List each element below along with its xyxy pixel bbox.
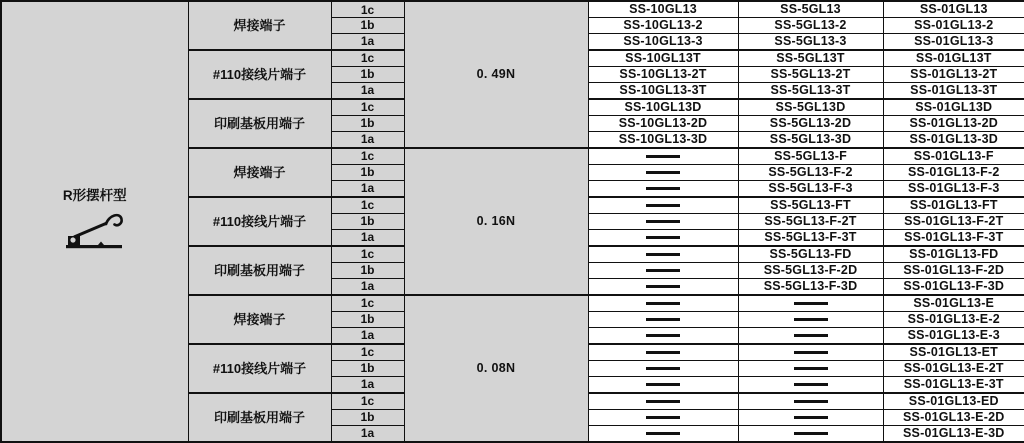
dash-icon (646, 220, 680, 223)
model-cell: SS-01GL13-2 (883, 18, 1024, 34)
pole-cell: 1a (331, 131, 404, 148)
dash-icon (646, 236, 680, 239)
model-cell: SS-01GL13-E-3D (883, 425, 1024, 442)
pole-cell: 1b (331, 311, 404, 327)
operating-force-cell: 0. 08N (404, 295, 588, 442)
terminal-type-cell: 焊接端子 (188, 148, 331, 197)
terminal-type-cell: 焊接端子 (188, 295, 331, 344)
model-cell: SS-5GL13-F-3 (738, 180, 883, 197)
model-cell-empty (738, 409, 883, 425)
model-cell-empty (588, 311, 738, 327)
table-row (1, 1, 1024, 18)
pole-cell: 1c (331, 1, 404, 18)
model-cell: SS-01GL13-ET (883, 344, 1024, 361)
model-cell: SS-01GL13-3T (883, 82, 1024, 99)
model-cell: SS-5GL13-F-2T (738, 213, 883, 229)
model-cell: SS-01GL13-F-3T (883, 229, 1024, 246)
dash-icon (794, 334, 828, 337)
model-cell: SS-5GL13-F-2 (738, 164, 883, 180)
pole-cell: 1b (331, 115, 404, 131)
pole-cell: 1a (331, 180, 404, 197)
pole-cell: 1b (331, 262, 404, 278)
model-cell: SS-10GL13-3D (588, 131, 738, 148)
dash-icon (646, 187, 680, 190)
pole-cell: 1a (331, 327, 404, 344)
model-cell: SS-5GL13-FD (738, 246, 883, 263)
model-cell: SS-10GL13-2T (588, 66, 738, 82)
dash-icon (794, 400, 828, 403)
model-cell-empty (738, 376, 883, 393)
dash-icon (794, 432, 828, 435)
model-cell: SS-01GL13-F-2 (883, 164, 1024, 180)
model-cell: SS-5GL13-F-2D (738, 262, 883, 278)
model-cell: SS-01GL13-E (883, 295, 1024, 312)
terminal-type-cell: #110接线片端子 (188, 50, 331, 99)
dash-icon (646, 269, 680, 272)
model-cell: SS-10GL13 (588, 1, 738, 18)
pole-cell: 1b (331, 66, 404, 82)
model-cell-empty (588, 327, 738, 344)
dash-icon (646, 367, 680, 370)
dash-icon (794, 416, 828, 419)
model-cell: SS-01GL13D (883, 99, 1024, 116)
model-cell: SS-01GL13-3D (883, 131, 1024, 148)
pole-cell: 1c (331, 148, 404, 165)
actuator-type-content (2, 189, 188, 254)
dash-icon (646, 204, 680, 207)
model-cell: SS-01GL13-3 (883, 33, 1024, 50)
dash-icon (646, 351, 680, 354)
model-cell: SS-01GL13-FT (883, 197, 1024, 214)
model-cell-empty (588, 164, 738, 180)
actuator-type-label: R形摆杆型 (62, 188, 127, 204)
dash-icon (646, 400, 680, 403)
model-cell-empty (588, 197, 738, 214)
dash-icon (646, 416, 680, 419)
model-cell: SS-01GL13-2T (883, 66, 1024, 82)
pole-cell: 1b (331, 409, 404, 425)
model-cell: SS-01GL13-F (883, 148, 1024, 165)
model-cell: SS-10GL13-2 (588, 18, 738, 34)
model-cell: SS-5GL13T (738, 50, 883, 67)
dash-icon (794, 318, 828, 321)
model-cell-empty (588, 229, 738, 246)
model-cell-empty (738, 425, 883, 442)
model-cell: SS-01GL13-F-3 (883, 180, 1024, 197)
pole-cell: 1a (331, 229, 404, 246)
model-cell-empty (738, 360, 883, 376)
pole-cell: 1b (331, 18, 404, 34)
model-cell: SS-01GL13-F-2T (883, 213, 1024, 229)
pole-cell: 1b (331, 164, 404, 180)
model-cell: SS-5GL13-F-3T (738, 229, 883, 246)
dash-icon (794, 383, 828, 386)
model-cell: SS-10GL13-3 (588, 33, 738, 50)
model-cell: SS-01GL13-2D (883, 115, 1024, 131)
model-cell: SS-5GL13-FT (738, 197, 883, 214)
model-cell: SS-01GL13-E-2D (883, 409, 1024, 425)
dash-icon (794, 351, 828, 354)
dash-icon (646, 171, 680, 174)
model-cell-empty (588, 262, 738, 278)
model-cell-empty (588, 278, 738, 295)
r-lever-icon (60, 210, 130, 254)
model-cell-empty (588, 393, 738, 410)
pole-cell: 1b (331, 360, 404, 376)
dash-icon (794, 302, 828, 305)
dash-icon (646, 318, 680, 321)
pole-cell: 1c (331, 344, 404, 361)
operating-force-cell: 0. 16N (404, 148, 588, 295)
pole-cell: 1a (331, 425, 404, 442)
model-cell-empty (738, 311, 883, 327)
model-cell-empty (738, 344, 883, 361)
model-cell: SS-01GL13-E-3T (883, 376, 1024, 393)
model-cell-empty (588, 376, 738, 393)
model-cell-empty (738, 295, 883, 312)
pole-cell: 1c (331, 295, 404, 312)
model-cell: SS-10GL13-2D (588, 115, 738, 131)
terminal-type-cell: 焊接端子 (188, 1, 331, 50)
model-cell: SS-01GL13-E-2T (883, 360, 1024, 376)
model-cell: SS-01GL13-F-3D (883, 278, 1024, 295)
pole-cell: 1a (331, 376, 404, 393)
model-cell: SS-01GL13 (883, 1, 1024, 18)
pole-cell: 1a (331, 82, 404, 99)
terminal-type-cell: 印刷基板用端子 (188, 99, 331, 148)
model-cell: SS-5GL13-3T (738, 82, 883, 99)
model-cell: SS-5GL13-2T (738, 66, 883, 82)
pole-cell: 1b (331, 213, 404, 229)
terminal-type-cell: 印刷基板用端子 (188, 246, 331, 295)
model-cell: SS-5GL13-3 (738, 33, 883, 50)
model-cell: SS-10GL13T (588, 50, 738, 67)
model-cell: SS-5GL13-F (738, 148, 883, 165)
model-cell: SS-01GL13-ED (883, 393, 1024, 410)
pole-cell: 1c (331, 393, 404, 410)
actuator-type-cell (1, 1, 188, 442)
model-cell-empty (588, 180, 738, 197)
model-cell-empty (588, 344, 738, 361)
pole-cell: 1c (331, 99, 404, 116)
model-cell-empty (588, 213, 738, 229)
model-cell: SS-10GL13D (588, 99, 738, 116)
model-cell: SS-5GL13-F-3D (738, 278, 883, 295)
model-cell-empty (588, 425, 738, 442)
terminal-type-cell: #110接线片端子 (188, 197, 331, 246)
dash-icon (646, 383, 680, 386)
model-cell-empty (588, 295, 738, 312)
model-cell: SS-01GL13-FD (883, 246, 1024, 263)
dash-icon (646, 253, 680, 256)
model-cell: SS-10GL13-3T (588, 82, 738, 99)
model-cell: SS-01GL13T (883, 50, 1024, 67)
dash-icon (646, 302, 680, 305)
dash-icon (646, 334, 680, 337)
pole-cell: 1c (331, 246, 404, 263)
dash-icon (646, 432, 680, 435)
model-cell-empty (738, 327, 883, 344)
model-cell: SS-01GL13-F-2D (883, 262, 1024, 278)
dash-icon (646, 285, 680, 288)
pole-cell: 1a (331, 278, 404, 295)
model-cell-empty (588, 360, 738, 376)
model-cell: SS-01GL13-E-3 (883, 327, 1024, 344)
terminal-type-cell: 印刷基板用端子 (188, 393, 331, 442)
model-cell: SS-01GL13-E-2 (883, 311, 1024, 327)
model-cell: SS-5GL13-2 (738, 18, 883, 34)
model-cell-empty (588, 148, 738, 165)
terminal-type-cell: #110接线片端子 (188, 344, 331, 393)
pole-cell: 1a (331, 33, 404, 50)
dash-icon (646, 155, 680, 158)
operating-force-cell: 0. 49N (404, 1, 588, 148)
dash-icon (794, 367, 828, 370)
model-cell: SS-5GL13D (738, 99, 883, 116)
pole-cell: 1c (331, 50, 404, 67)
table-body (1, 1, 1024, 442)
model-cell-empty (738, 393, 883, 410)
model-cell-empty (588, 246, 738, 263)
pole-cell: 1c (331, 197, 404, 214)
model-cell: SS-5GL13-3D (738, 131, 883, 148)
model-cell-empty (588, 409, 738, 425)
model-cell: SS-5GL13-2D (738, 115, 883, 131)
model-cell: SS-5GL13 (738, 1, 883, 18)
